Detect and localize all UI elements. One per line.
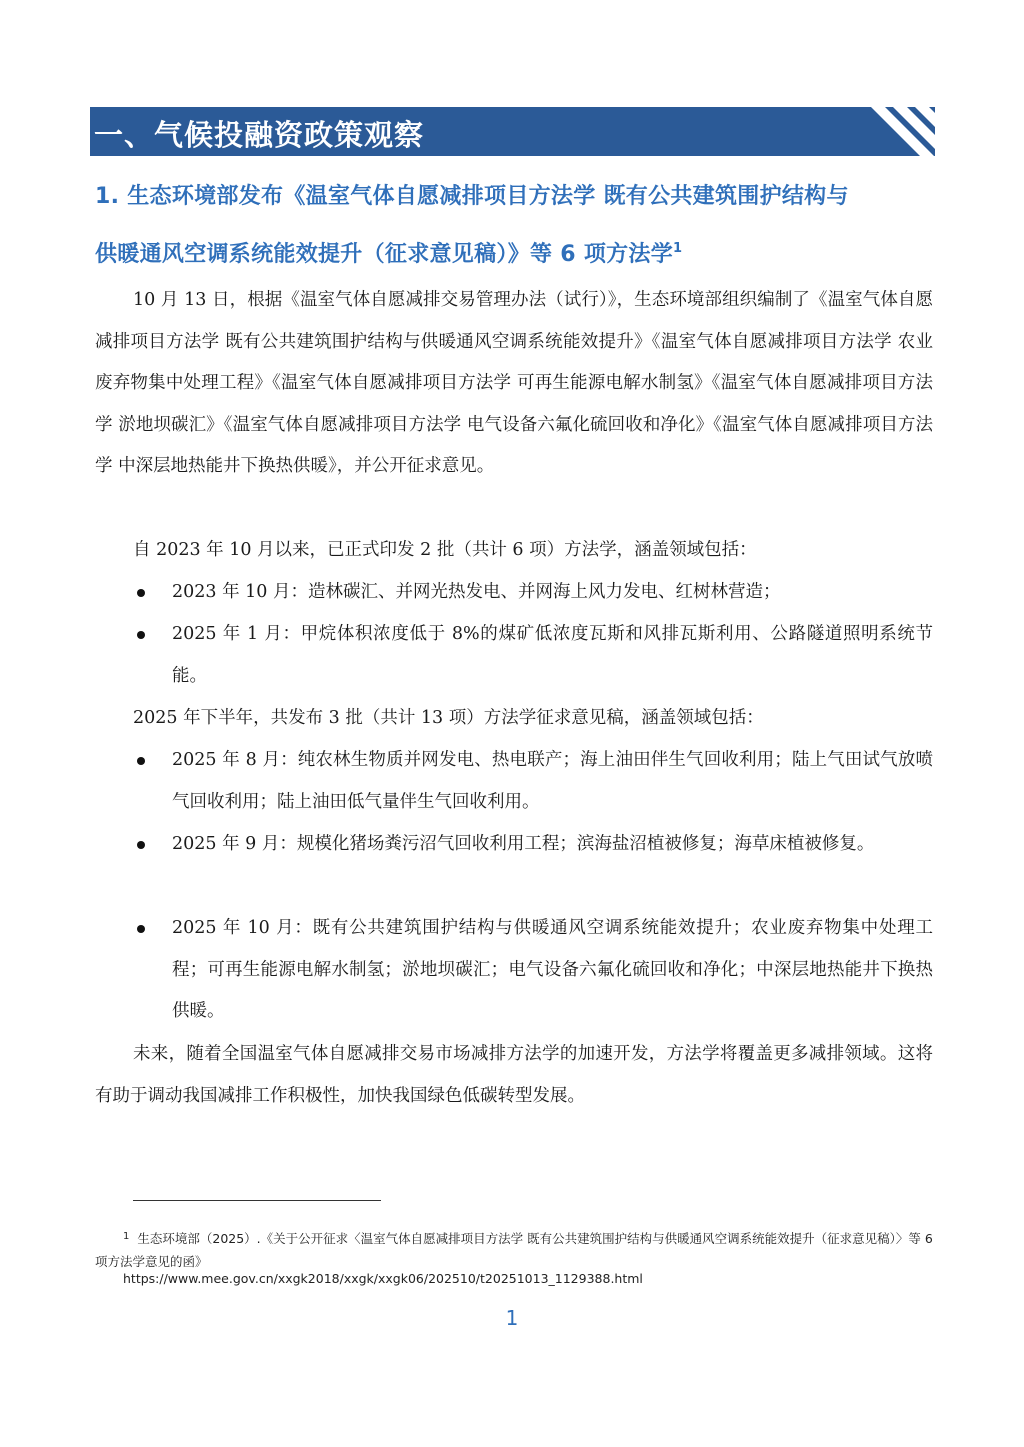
article-heading-line2 bbox=[95, 237, 935, 268]
list-item-text: 2025 年 8 月：纯农林生物质并网发电、热电联产；海上油田伴生气回收利用；陆上气田试气放喷气回收利用；陆上油田低气量伴生气回收利用。 bbox=[172, 750, 933, 812]
bullet-icon bbox=[137, 925, 145, 933]
paragraph-drafts: 2025 年下半年，共发布 3 批（共计 13 项）方法学征求意见稿，涵盖领域包括： bbox=[133, 708, 764, 728]
list-item bbox=[95, 614, 933, 697]
footnote-ref[interactable]: 1 bbox=[673, 241, 683, 256]
section-header-bar bbox=[90, 107, 935, 156]
stripes-decoration-icon bbox=[845, 107, 935, 156]
list-item bbox=[95, 740, 933, 823]
bullet-icon bbox=[137, 589, 145, 597]
article-heading-text: 供暖通风空调系统能效提升（征求意见稿）》等 6 项方法学 bbox=[95, 242, 674, 267]
bullet-icon bbox=[137, 757, 145, 765]
list-item-text: 2025 年 10 月：既有公共建筑围护结构与供暖通风空调系统能效提升；农业废弃物集中处理工程；可再生能源电解水制氢；淤地坝碳汇；电气设备六氟化硫回收和净化；中深层地热能井下换热供暖。 bbox=[172, 918, 933, 1021]
section-title: 一、气候投融资政策观察 bbox=[94, 118, 425, 152]
footnote-url-link[interactable]: https://www.mee.gov.cn/xxgk2018/xxgk/xxgk06/202510/t20251013_1129388.html bbox=[123, 1271, 643, 1286]
bullet-icon bbox=[137, 841, 145, 849]
list-item-text: 2025 年 9 月：规模化猪场粪污沼气回收利用工程；滨海盐沼植被修复；海草床植被修复。 bbox=[172, 834, 875, 854]
paragraph-intro: 10 月 13 日，根据《温室气体自愿减排交易管理办法（试行）》，生态环境部组织编制了《温室气体自愿减排项目方法学 既有公共建筑围护结构与供暖通风空调系统能效提升》《温室气体自愿减排项目方法学 农业废弃物集中处理工程》《温室气体自愿减排项目方法学 可再生能源电解水制氢》《温室气体自愿减排项目方法学 淤地坝碳汇》《温室气体自愿减排项目方法学 电气设备六氟化硫回收和净化》《温室气体自愿减排项目方法学 中深层地热能井下换热供暖》，并公开征求意见。 bbox=[95, 290, 933, 476]
page-number: 1 bbox=[505, 1306, 519, 1330]
footnote-divider bbox=[133, 1200, 381, 1201]
list-item-text: 2023 年 10 月：造林碳汇、并网光热发电、并网海上风力发电、红树林营造； bbox=[172, 582, 781, 602]
paragraph-issued: 自 2023 年 10 月以来，已正式印发 2 批（共计 6 项）方法学，涵盖领域包括： bbox=[133, 540, 757, 560]
paragraph-outlook: 未来，随着全国温室气体自愿减排交易市场减排方法学的加速开发，方法学将覆盖更多减排领域。这将有助于调动我国减排工作积极性，加快我国绿色低碳转型发展。 bbox=[95, 1044, 933, 1106]
list-item-text: 2025 年 1 月：甲烷体积浓度低于 8%的煤矿低浓度瓦斯和风排瓦斯利用、公路隧道照明系统节能。 bbox=[172, 624, 933, 686]
list-item bbox=[95, 572, 933, 614]
footnote-number: 1 bbox=[123, 1231, 130, 1242]
list-item bbox=[95, 824, 933, 866]
footnote-text: 生态环境部（2025）.《关于公开征求〈温室气体自愿减排项目方法学 既有公共建筑围护结构与供暖通风空调系统能效提升（征求意见稿）〉等 6 项方法学意见的函》 bbox=[95, 1231, 933, 1269]
article-heading-line1: 1. 生态环境部发布《温室气体自愿减排项目方法学 既有公共建筑围护结构与 bbox=[95, 184, 849, 209]
footnote bbox=[95, 1225, 935, 1273]
list-item bbox=[95, 908, 933, 1033]
bullet-icon bbox=[137, 631, 145, 639]
